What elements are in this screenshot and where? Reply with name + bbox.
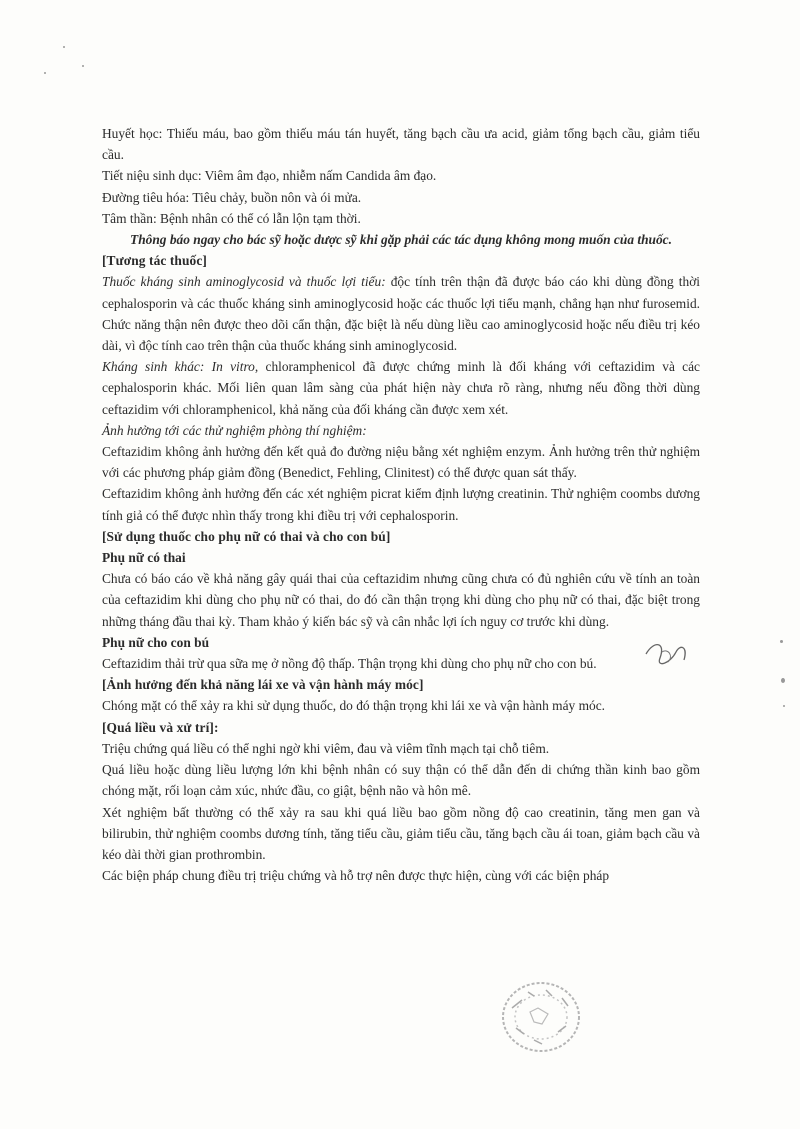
paragraph-aminoglycoside xyxy=(102,271,700,356)
section-heading-interactions: [Tương tác thuốc] xyxy=(102,253,207,269)
paragraph-overdose-treatment: Các biện pháp chung điều trị triệu chứng và hỗ trợ nên được thực hiện, cùng với các biện pháp xyxy=(102,868,610,884)
scan-speck xyxy=(783,705,785,707)
paragraph-lab-creatinine: Ceftazidim không ảnh hưởng đến các xét nghiệm picrat kiểm định lượng creatinin. Thử nghiệm coombs dương tính giả có thể được nhìn thấy trong khi điều trị với cephalosporin. xyxy=(102,486,700,523)
seal-stamp xyxy=(498,978,584,1056)
scan-speck xyxy=(44,72,46,74)
document-body xyxy=(102,123,700,886)
section-heading-pregnancy: [Sử dụng thuốc cho phụ nữ có thai và cho con bú] xyxy=(102,528,391,544)
in-vitro-term: In vitro xyxy=(211,359,255,375)
section-heading-driving: [Ảnh hưởng đến khả năng lái xe và vận hành máy móc] xyxy=(102,677,424,693)
paragraph-other-antibiotics xyxy=(102,356,700,420)
paragraph-overdose-renal: Quá liều hoặc dùng liều lượng lớn khi bệnh nhân có suy thận có thể dẫn đến di chứng thần kinh bao gồm chóng mặt, rối loạn cảm xúc, nhức đầu, co giật, bệnh não và hôn mê. xyxy=(102,762,700,799)
adverse-effect-notice: Thông báo ngay cho bác sỹ hoặc dược sỹ khi gặp phải các tác dụng không mong muốn của thuốc. xyxy=(130,232,672,248)
handwritten-initial-mark xyxy=(640,634,700,674)
paragraph-hematology: Huyết học: Thiếu máu, bao gồm thiếu máu tán huyết, tăng bạch cầu ưa acid, giảm tổng bạch cầu, giảm tiểu cầu. xyxy=(102,126,700,163)
paragraph-digestive: Đường tiêu hóa: Tiêu chảy, buồn nôn và ói mửa. xyxy=(102,189,362,205)
subheading-pregnant: Phụ nữ có thai xyxy=(102,550,186,566)
paragraph-psychiatric: Tâm thần: Bệnh nhân có thể có lẫn lộn tạm thời. xyxy=(102,210,361,226)
subheading-breastfeeding: Phụ nữ cho con bú xyxy=(102,634,210,650)
paragraph-overdose-lab: Xét nghiệm bất thường có thể xảy ra sau khi quá liều bao gồm nồng độ cao creatinin, tăng men gan và bilirubin, thử nghiệm coombs dương tính, tăng tiểu cầu, giảm tiểu cầu, tăng bạch cầu ái toan, giảm bạch cầu và kéo dài thời gian prothrombin. xyxy=(102,804,700,862)
paragraph-overdose-symptoms: Triệu chứng quá liều có thể nghi ngờ khi viêm, đau và viêm tĩnh mạch tại chỗ tiêm. xyxy=(102,740,550,756)
scan-speck xyxy=(82,65,84,67)
scan-speck xyxy=(780,640,783,643)
paragraph-pregnant: Chưa có báo cáo về khả năng gây quái thai của ceftazidim nhưng cũng chưa có đủ nghiên cứu về tính an toàn của ceftazidim khi dùng cho phụ nữ có thai, do đó cần thận trọng khi dùng cho phụ nữ có thai, đặc biệt trong những tháng đầu thai kỳ. Tham khảo ý kiến bác sỹ và cân nhắc lợi ích nguy cơ trước khi dùng. xyxy=(102,571,700,629)
aminoglycoside-label: Thuốc kháng sinh aminoglycosid và thuốc lợi tiểu: xyxy=(102,274,386,290)
section-heading-overdose: [Quá liều và xử trí]: xyxy=(102,719,219,735)
antibiotic-text: , chloramphenicol đã được chứng minh là đối kháng với ceftazidim và các cephalosporin khác. Mối liên quan lâm sàng của phát hiện này chưa rõ ràng, nhưng nếu đồng thời dùng ceftazidim với chloramphenicol, khả năng của đối kháng cần được xem xét. xyxy=(102,359,701,417)
lab-tests-label: Ảnh hưởng tới các thử nghiệm phòng thí nghiệm: xyxy=(102,422,367,438)
paragraph-genitourinary: Tiết niệu sinh dục: Viêm âm đạo, nhiễm nấm Candida âm đạo. xyxy=(102,168,437,184)
paragraph-lab-glucose: Ceftazidim không ảnh hưởng đến kết quả đo đường niệu bằng xét nghiệm enzym. Ảnh hưởng trên thử nghiệm với các phương pháp giảm đồng (Benedict, Fehling, Clinitest) có thể được quan sát thấy. xyxy=(102,444,700,481)
aminoglycoside-text: độc tính trên thận đã được báo cáo khi dùng đồng thời cephalosporin và các thuốc kháng sinh aminoglycosid hoặc các thuốc lợi tiểu mạnh, chẳng hạn như furosemid. Chức năng thận nên được theo dõi cẩn thận, đặc biệt là nếu dùng liều cao aminoglycosid hoặc nếu điều trị kéo dài, vì độc tính cao trên thận của thuốc kháng sinh aminoglycosid. xyxy=(102,274,700,354)
scan-speck xyxy=(781,678,785,683)
paragraph-breastfeeding: Ceftazidim thải trừ qua sữa mẹ ở nồng độ thấp. Thận trọng khi dùng cho phụ nữ cho con bú. xyxy=(102,656,597,672)
scan-speck xyxy=(63,46,65,48)
paragraph-driving: Chóng mặt có thể xảy ra khi sử dụng thuốc, do đó thận trọng khi lái xe và vận hành máy móc. xyxy=(102,698,605,714)
antibiotic-label: Kháng sinh khác: xyxy=(102,359,205,375)
